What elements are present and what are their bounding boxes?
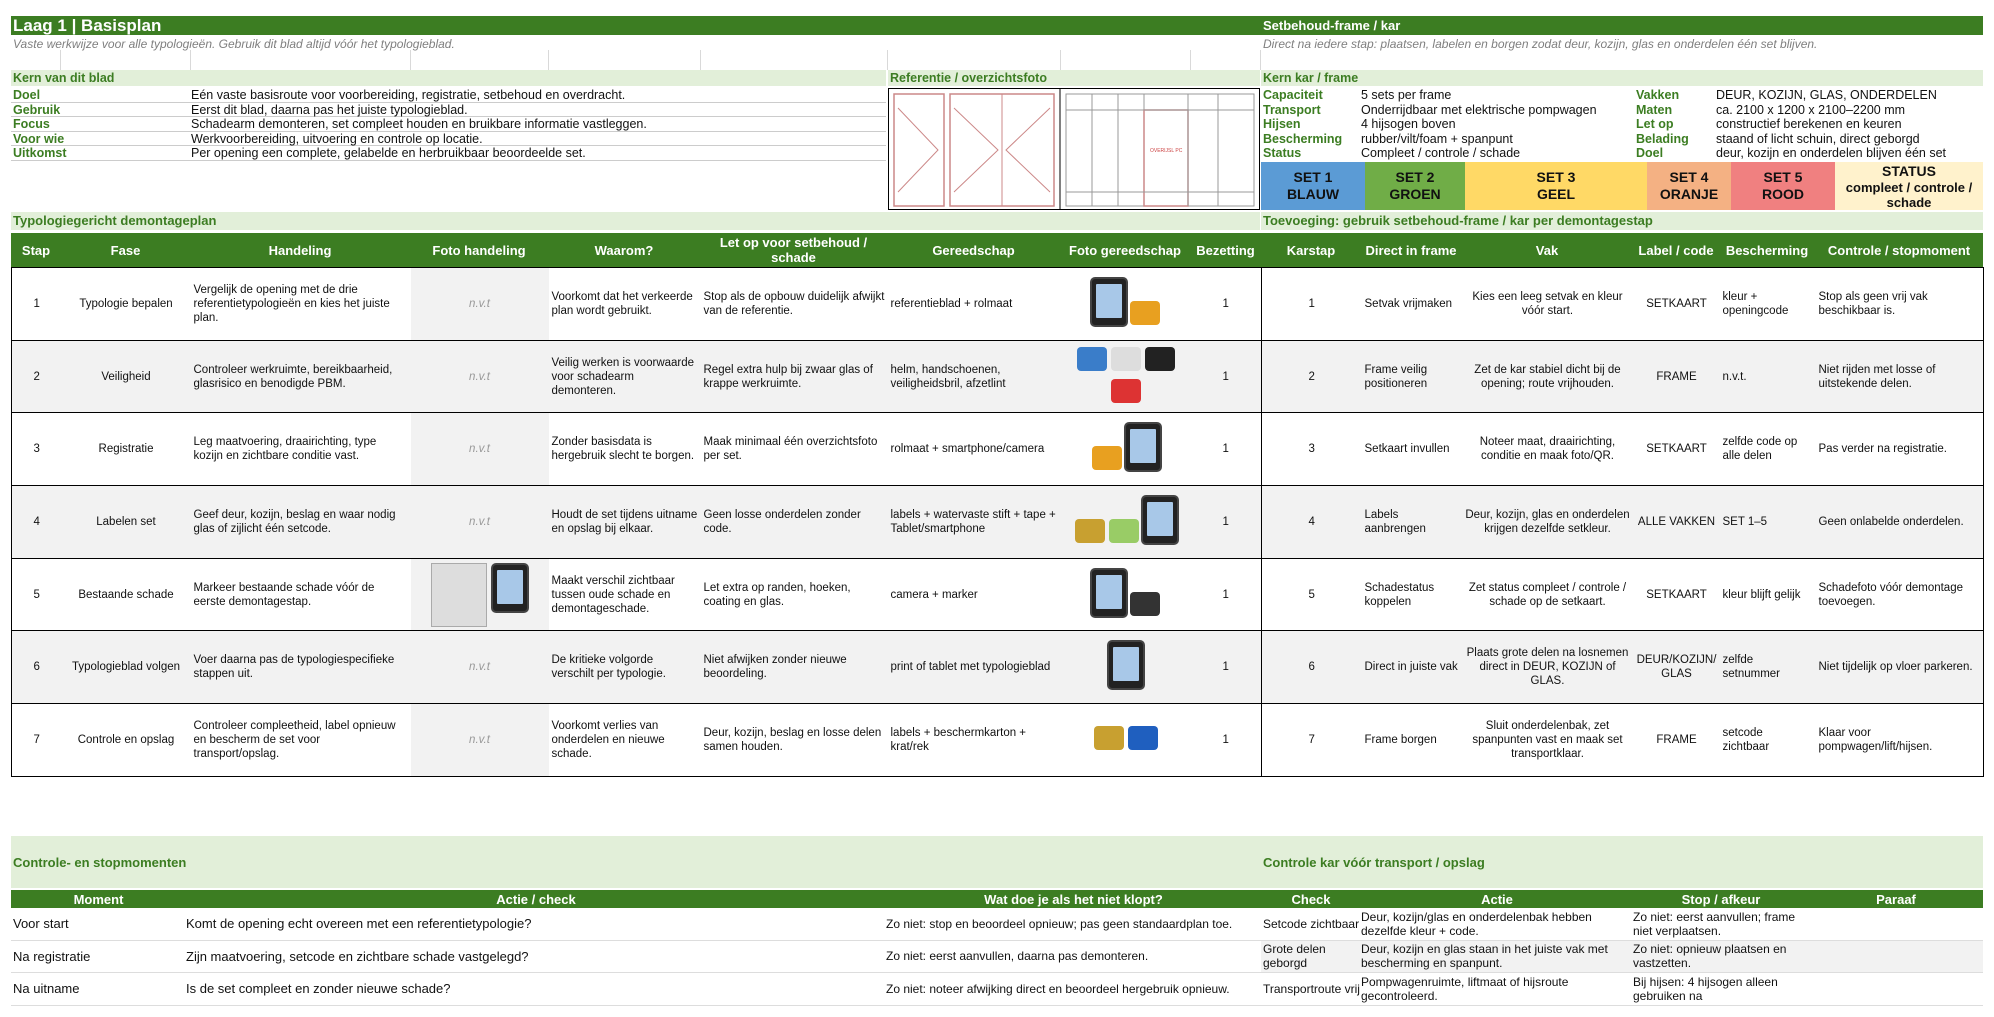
step-tool-photos [1061, 268, 1191, 341]
right-col-header: Direct in frame [1365, 242, 1457, 258]
step-fase: Veiligheid [62, 340, 191, 413]
step-tool-photos [1061, 486, 1191, 559]
nvt-label: n.v.t [469, 515, 490, 528]
karstap-label: SETKAART [1634, 268, 1720, 341]
step-handeling: Vergelijk de opening met de drie referentietypologieën en kies het juiste plan. [191, 268, 411, 341]
kar-value: Compleet / controle / schade [1361, 146, 1521, 160]
karstap-number: 2 [1262, 340, 1362, 413]
step-waarom: De kritieke volgorde verschilt per typologie. [549, 631, 701, 704]
kar-ctrl-col-header: Actie [1481, 891, 1513, 907]
title-bar: Laag 1 | Basisplan [11, 16, 1261, 35]
step-gereedschap: rolmaat + smartphone/camera [888, 413, 1061, 486]
kar-ctrl-action: Deur, kozijn/glas en onderdelenbak hebben dezelfde kleur + code. [1361, 909, 1592, 938]
step-handeling: Leg maatvoering, draairichting, type kozijn en zichtbare conditie vast. [191, 413, 411, 486]
kar-key-right: Let op [1636, 117, 1674, 131]
step-number: 5 [12, 558, 62, 631]
tape-measure-icon [1092, 446, 1122, 470]
karstap-frame: Setvak vrijmaken [1362, 268, 1462, 341]
karstap-label: DEUR/KOZIJN/GLAS [1634, 631, 1720, 704]
ctrl-rows [11, 908, 1261, 1006]
set-strip [1261, 162, 1983, 210]
karstap-bescherming: zelfde setnummer [1720, 631, 1816, 704]
step-foto [411, 413, 549, 486]
ctrl-check: Is de set compleet en zonder nieuwe schade? [186, 981, 451, 997]
smartphone-icon [1124, 422, 1162, 472]
right-subtitle: Direct na iedere stap: plaatsen, labelen en borgen zodat deur, kozijn, glas en onderdelen één set blijven. [1263, 37, 1818, 51]
step-gereedschap: labels + watervaste stift + tape + Tablet/smartphone [888, 486, 1061, 559]
step-fase: Registratie [62, 413, 191, 486]
step-letop: Maak minimaal één overzichtsfoto per set. [701, 413, 888, 486]
ctrl-action: Zo niet: noteer afwijking direct en beoordeel hergebruik opnieuw. [886, 981, 1230, 996]
step-waarom: Maakt verschil zichtbaar tussen oude schade en demontageschade. [549, 558, 701, 631]
smartphone-icon [491, 563, 529, 613]
set-swatch-2 [1365, 162, 1465, 210]
kern-row [11, 132, 886, 147]
right-table [1261, 267, 1984, 777]
step-foto [411, 704, 549, 777]
karstap-vak: Plaats grote delen na losnemen direct in DEUR, KOZIJN of GLAS. [1462, 631, 1634, 704]
karstap-number: 6 [1262, 631, 1362, 704]
kar-ctrl-header [1261, 890, 1983, 908]
karstap-bescherming: kleur + openingcode [1720, 268, 1816, 341]
helmet-icon [1077, 347, 1107, 371]
step-gereedschap: referentieblad + rolmaat [888, 268, 1061, 341]
set-color-name: compleet / controle / schade [1845, 179, 1973, 210]
step-tool-photos [1061, 558, 1191, 631]
kar-value-right: deur, kozijn en onderdelen blijven één set [1716, 146, 1947, 160]
ctrl-col-header: Moment [73, 891, 124, 907]
step-handeling: Markeer bestaande schade vóór de eerste demontagestap. [191, 558, 411, 631]
nvt-label: n.v.t [469, 297, 490, 310]
step-row [12, 486, 1262, 559]
karstap-vak: Sluit onderdelenbak, zet spanpunten vast en maak set transportklaar. [1462, 704, 1634, 777]
set-swatch-5 [1731, 162, 1835, 210]
kar-value: 4 hijsogen boven [1361, 117, 1456, 131]
right-title-bar: Setbehoud-frame / kar [1261, 16, 1983, 35]
step-fase: Typologieblad volgen [62, 631, 191, 704]
step-row [12, 268, 1262, 341]
ctrl-moment: Na registratie [13, 948, 91, 964]
karstap-bescherming: kleur blijft gelijk [1720, 558, 1816, 631]
karstap-row [1262, 413, 1984, 486]
karstap-bescherming: setcode zichtbaar [1720, 704, 1816, 777]
karstap-number: 1 [1262, 268, 1362, 341]
ctrl-row [11, 941, 1261, 974]
step-letop: Regel extra hulp bij zwaar glas of krappe werkruimte. [701, 340, 888, 413]
right-col-header: Label / code [1638, 242, 1714, 258]
kern-key: Voor wie [13, 131, 65, 146]
kar-key: Capaciteit [1263, 88, 1323, 102]
ctrl-check: Zijn maatvoering, setcode en zichtbare schade vastgelegd? [186, 948, 529, 964]
ctrl-moment: Voor start [13, 916, 69, 932]
kar-key: Hijsen [1263, 117, 1301, 131]
kar-ctrl-stop: Zo niet: eerst aanvullen; frame niet verplaatsen. [1633, 909, 1796, 938]
kar-ctrl-title: Controle kar vóór transport / opslag [1263, 855, 1485, 870]
karstap-vak: Zet status compleet / controle / schade op de setkaart. [1462, 558, 1634, 631]
step-waarom: Zonder basisdata is hergebruik slecht te borgen. [549, 413, 701, 486]
karstap-controle: Klaar voor pompwagen/lift/hijsen. [1816, 704, 1984, 777]
nvt-label: n.v.t [469, 661, 490, 674]
kern-value: Eerst dit blad, daarna pas het juiste typologieblad. [191, 102, 468, 117]
step-row [12, 413, 1262, 486]
step-handeling: Controleer compleetheid, label opnieuw en bescherm de set voor transport/opslag. [191, 704, 411, 777]
ctrl-header [11, 890, 1261, 908]
step-letop: Deur, kozijn, beslag en losse delen samen houden. [701, 704, 888, 777]
kar-ctrl-check: Setcode zichtbaar [1263, 916, 1360, 931]
step-gereedschap: labels + beschermkarton + krat/rek [888, 704, 1061, 777]
set-color-name: GROEN [1389, 186, 1441, 202]
glasses-icon [1111, 347, 1141, 371]
step-number: 4 [12, 486, 62, 559]
set-label: SET 5 [1763, 169, 1803, 185]
right-col-header: Controle / stopmoment [1827, 242, 1971, 258]
kern-table [11, 88, 886, 161]
kern-key: Focus [13, 117, 50, 131]
karstap-bescherming: zelfde code op alle delen [1720, 413, 1816, 486]
step-letop: Geen losse onderdelen zonder code. [701, 486, 888, 559]
kern-row [11, 103, 886, 118]
karstap-row [1262, 558, 1984, 631]
ctrl-action: Zo niet: eerst aanvullen, daarna pas demonteren. [886, 949, 1149, 964]
kar-value-right: ca. 2100 x 1200 x 2100–2200 mm [1716, 102, 1906, 117]
step-bezetting: 1 [1191, 486, 1262, 559]
karstap-number: 5 [1262, 558, 1362, 631]
kar-header: Kern kar / frame [1261, 70, 1983, 86]
kar-value-right: DEUR, KOZIJN, GLAS, ONDERDELEN [1716, 88, 1937, 102]
set-label: SET 4 [1669, 169, 1709, 185]
kar-key-right: Doel [1636, 146, 1664, 160]
karstap-vak: Noteer maat, draairichting, conditie en maak foto/QR. [1462, 413, 1634, 486]
karstap-bescherming: SET 1–5 [1720, 486, 1816, 559]
karstap-controle: Schadefoto vóór demontage toevoegen. [1816, 558, 1984, 631]
step-row [12, 704, 1262, 777]
referentie-header: Referentie / overzichtsfoto [888, 70, 1260, 86]
ctrl-row [11, 973, 1261, 1006]
left-col-header: Handeling [268, 242, 332, 258]
kar-ctrl-check: Transportroute vrij [1263, 981, 1360, 996]
step-number: 6 [12, 631, 62, 704]
ctrl-row [11, 908, 1261, 941]
step-number: 1 [12, 268, 62, 341]
step-number: 7 [12, 704, 62, 777]
karstap-controle: Niet tijdelijk op vloer parkeren. [1816, 631, 1984, 704]
step-bezetting: 1 [1191, 268, 1262, 341]
karstap-controle: Geen onlabelde onderdelen. [1816, 486, 1984, 559]
karstap-label: SETKAART [1634, 413, 1720, 486]
left-col-header: Fase [110, 242, 141, 258]
step-tool-photos [1061, 340, 1191, 413]
kern-header: Kern van dit blad [11, 70, 886, 86]
right-col-header: Karstap [1286, 242, 1336, 258]
kar-ctrl-rows [1261, 908, 1983, 1006]
label-printer-icon [1075, 519, 1105, 543]
kern-value: Schadearm demonteren, set compleet houden en bruikbare informatie vastleggen. [191, 117, 647, 131]
kern-value: Werkvoorbereiding, uitvoering en controle op locatie. [191, 131, 483, 146]
kern-key: Doel [13, 88, 41, 102]
karstap-controle: Niet rijden met losse of uitstekende delen. [1816, 340, 1984, 413]
smartphone-icon [1107, 640, 1145, 690]
karstap-label: FRAME [1634, 340, 1720, 413]
step-foto [411, 268, 549, 341]
set-color-name: BLAUW [1286, 186, 1340, 202]
nvt-label: n.v.t [469, 733, 490, 746]
tape-icon [1109, 519, 1139, 543]
kar-row [1261, 117, 1983, 132]
set-swatch-1 [1261, 162, 1365, 210]
kar-value-right: staand of licht schuin, direct geborgd [1716, 131, 1920, 146]
kar-ctrl-action: Pompwagenruimte, liftmaat of hijsroute gecontroleerd. [1361, 974, 1569, 1003]
step-handeling: Voer daarna pas de typologiespecifieke stappen uit. [191, 631, 411, 704]
nvt-label: n.v.t [469, 443, 490, 456]
step-foto [411, 558, 549, 631]
kar-info [1261, 88, 1983, 161]
kern-row [11, 88, 886, 103]
karstap-bescherming: n.v.t. [1720, 340, 1816, 413]
kar-value: Onderrijdbaar met elektrische pompwagen [1361, 102, 1597, 117]
left-table [11, 267, 1262, 777]
step-gereedschap: camera + marker [888, 558, 1061, 631]
kar-row [1261, 132, 1983, 147]
ctrl-col-header: Actie / check [496, 891, 576, 907]
window-photo-icon [431, 563, 487, 627]
left-col-header: Foto handeling [432, 242, 526, 258]
schade-photo [414, 563, 546, 627]
karstap-row [1262, 631, 1984, 704]
kar-key-right: Belading [1636, 131, 1689, 146]
right-col-header: Vak [1535, 242, 1559, 258]
karstap-controle: Pas verder na registratie. [1816, 413, 1984, 486]
step-bezetting: 1 [1191, 340, 1262, 413]
step-letop: Niet afwijken zonder nieuwe beoordeling. [701, 631, 888, 704]
kar-ctrl-action: Deur, kozijn en glas staan in het juiste vak met bescherming en spanpunt. [1361, 942, 1608, 971]
step-number: 3 [12, 413, 62, 486]
step-fase: Bestaande schade [62, 558, 191, 631]
karstap-label: FRAME [1634, 704, 1720, 777]
shoe-icon [1145, 347, 1175, 371]
kar-ctrl-row [1261, 941, 1983, 974]
karstap-label: ALLE VAKKEN [1634, 486, 1720, 559]
kern-value: Eén vaste basisroute voor voorbereiding, registratie, setbehoud en overdracht. [191, 88, 626, 102]
kar-ctrl-stop: Bij hijsen: 4 hijsogen alleen gebruiken na [1633, 974, 1778, 1003]
nvt-label: n.v.t [469, 370, 490, 383]
smartphone-icon [1141, 495, 1179, 545]
kar-row [1261, 146, 1983, 161]
karstap-frame: Labels aanbrengen [1362, 486, 1462, 559]
karstap-frame: Direct in juiste vak [1362, 631, 1462, 704]
left-col-header: Gereedschap [932, 242, 1015, 258]
kar-ctrl-check: Grote delen geborgd [1263, 942, 1326, 971]
step-letop: Stop als de opbouw duidelijk afwijkt van de referentie. [701, 268, 888, 341]
set-swatch-6 [1835, 162, 1983, 210]
set-color-name: ORANJE [1659, 186, 1719, 202]
left-col-header: Let op voor setbehoud / schade [719, 235, 868, 265]
set-label: SET 3 [1536, 169, 1576, 185]
right-col-header: Bescherming [1725, 242, 1809, 258]
label-printer-icon [1094, 726, 1124, 750]
step-waarom: Houdt de set tijdens uitname en opslag bij elkaar. [549, 486, 701, 559]
gloves-icon [1111, 379, 1141, 403]
ctrl-band-left [11, 836, 1261, 888]
step-fase: Controle en opslag [62, 704, 191, 777]
smartphone-icon [1090, 568, 1128, 618]
ref-label: OVERIJSL PC [1150, 148, 1183, 154]
step-handeling: Geef deur, kozijn, beslag en waar nodig glas of zijlicht één setcode. [191, 486, 411, 559]
step-foto [411, 631, 549, 704]
marker-icon [1130, 592, 1160, 616]
set-label: SET 2 [1395, 169, 1435, 185]
step-letop: Let extra op randen, hoeken, coating en glas. [701, 558, 888, 631]
karstap-controle: Stop als geen vrij vak beschikbaar is. [1816, 268, 1984, 341]
karstap-frame: Setkaart invullen [1362, 413, 1462, 486]
crate-icon [1128, 726, 1158, 750]
kar-ctrl-col-header: Stop / afkeur [1681, 891, 1761, 907]
step-fase: Labelen set [62, 486, 191, 559]
smartphone-icon [1090, 277, 1128, 327]
kern-row [11, 117, 886, 132]
karstap-frame: Schadestatus koppelen [1362, 558, 1462, 631]
set-label: STATUS [1882, 162, 1936, 179]
kar-key: Bescherming [1263, 131, 1343, 146]
karstap-row [1262, 340, 1984, 413]
tape-measure-icon [1130, 301, 1160, 325]
reference-drawing [888, 88, 1260, 210]
right-section-header: Toevoeging: gebruik setbehoud-frame / kar per demontagestap [1261, 212, 1983, 230]
left-col-header: Bezetting [1196, 242, 1255, 258]
kar-ctrl-row [1261, 973, 1983, 1006]
kar-ctrl-row [1261, 908, 1983, 941]
left-section-header: Typologiegericht demontageplan [11, 212, 1260, 230]
kar-row [1261, 103, 1983, 118]
step-waarom: Voorkomt verlies van onderdelen en nieuwe schade. [549, 704, 701, 777]
kar-ctrl-col-header: Paraaf [1876, 891, 1916, 907]
step-row [12, 631, 1262, 704]
karstap-row [1262, 486, 1984, 559]
ctrl-col-header: Wat doe je als het niet klopt? [984, 891, 1163, 907]
step-bezetting: 1 [1191, 413, 1262, 486]
step-bezetting: 1 [1191, 704, 1262, 777]
left-col-header: Waarom? [594, 242, 654, 258]
step-fase: Typologie bepalen [62, 268, 191, 341]
ctrl-check: Komt de opening echt overeen met een referentietypologie? [186, 916, 532, 932]
kar-ctrl-col-header: Check [1291, 891, 1331, 907]
step-foto [411, 340, 549, 413]
karstap-row [1262, 704, 1984, 777]
set-swatch-4 [1647, 162, 1731, 210]
karstap-number: 4 [1262, 486, 1362, 559]
step-waarom: Veilig werken is voorwaarde voor schadearm demonteren. [549, 340, 701, 413]
step-bezetting: 1 [1191, 631, 1262, 704]
kar-value: 5 sets per frame [1361, 88, 1452, 102]
left-col-header: Stap [21, 242, 51, 258]
subtitle: Vaste werkwijze voor alle typologieën. Gebruik dit blad altijd vóór het typologieblad. [13, 37, 455, 51]
kar-key: Transport [1263, 102, 1321, 117]
set-label: SET 1 [1293, 169, 1333, 185]
karstap-number: 3 [1262, 413, 1362, 486]
karstap-row [1262, 268, 1984, 341]
kern-row [11, 146, 886, 161]
set-color-name: GEEL [1536, 186, 1576, 202]
ctrl-title: Controle- en stopmomenten [13, 855, 187, 870]
kar-key-right: Vakken [1636, 88, 1680, 102]
ctrl-moment: Na uitname [13, 981, 80, 997]
kar-ctrl-stop: Zo niet: opnieuw plaatsen en vastzetten. [1633, 942, 1787, 971]
karstap-frame: Frame veilig positioneren [1362, 340, 1462, 413]
karstap-vak: Kies een leeg setvak en kleur vóór start. [1462, 268, 1634, 341]
kar-row [1261, 88, 1983, 103]
set-swatch-3 [1465, 162, 1647, 210]
kern-key: Uitkomst [13, 146, 67, 160]
left-col-header: Foto gereedschap [1069, 242, 1181, 258]
karstap-vak: Deur, kozijn, glas en onderdelen krijgen dezelfde setkleur. [1462, 486, 1634, 559]
karstap-label: SETKAART [1634, 558, 1720, 631]
kar-value-right: constructief berekenen en keuren [1716, 117, 1902, 131]
step-gereedschap: print of tablet met typologieblad [888, 631, 1061, 704]
step-row [12, 340, 1262, 413]
step-foto [411, 486, 549, 559]
kar-key: Status [1263, 146, 1302, 160]
step-gereedschap: helm, handschoenen, veiligheidsbril, afzetlint [888, 340, 1061, 413]
step-handeling: Controleer werkruimte, bereikbaarheid, glasrisico en benodigde PBM. [191, 340, 411, 413]
kar-value: rubber/vilt/foam + spanpunt [1361, 131, 1513, 146]
step-bezetting: 1 [1191, 558, 1262, 631]
set-color-name: ROOD [1762, 186, 1804, 202]
left-table-header [11, 233, 1261, 267]
step-row [12, 558, 1262, 631]
step-number: 2 [12, 340, 62, 413]
karstap-frame: Frame borgen [1362, 704, 1462, 777]
karstap-number: 7 [1262, 704, 1362, 777]
ctrl-action: Zo niet: stop en beoordeel opnieuw; pas geen standaardplan toe. [886, 916, 1233, 931]
kar-key-right: Maten [1636, 102, 1673, 117]
kern-key: Gebruik [13, 102, 61, 117]
right-table-header [1261, 233, 1983, 267]
karstap-vak: Zet de kar stabiel dicht bij de opening; route vrijhouden. [1462, 340, 1634, 413]
step-tool-photos [1061, 413, 1191, 486]
kern-value: Per opening een complete, gelabelde en herbruikbaar beoordeelde set. [191, 146, 586, 160]
step-waarom: Voorkomt dat het verkeerde plan wordt gebruikt. [549, 268, 701, 341]
step-tool-photos [1061, 631, 1191, 704]
step-tool-photos [1061, 704, 1191, 777]
